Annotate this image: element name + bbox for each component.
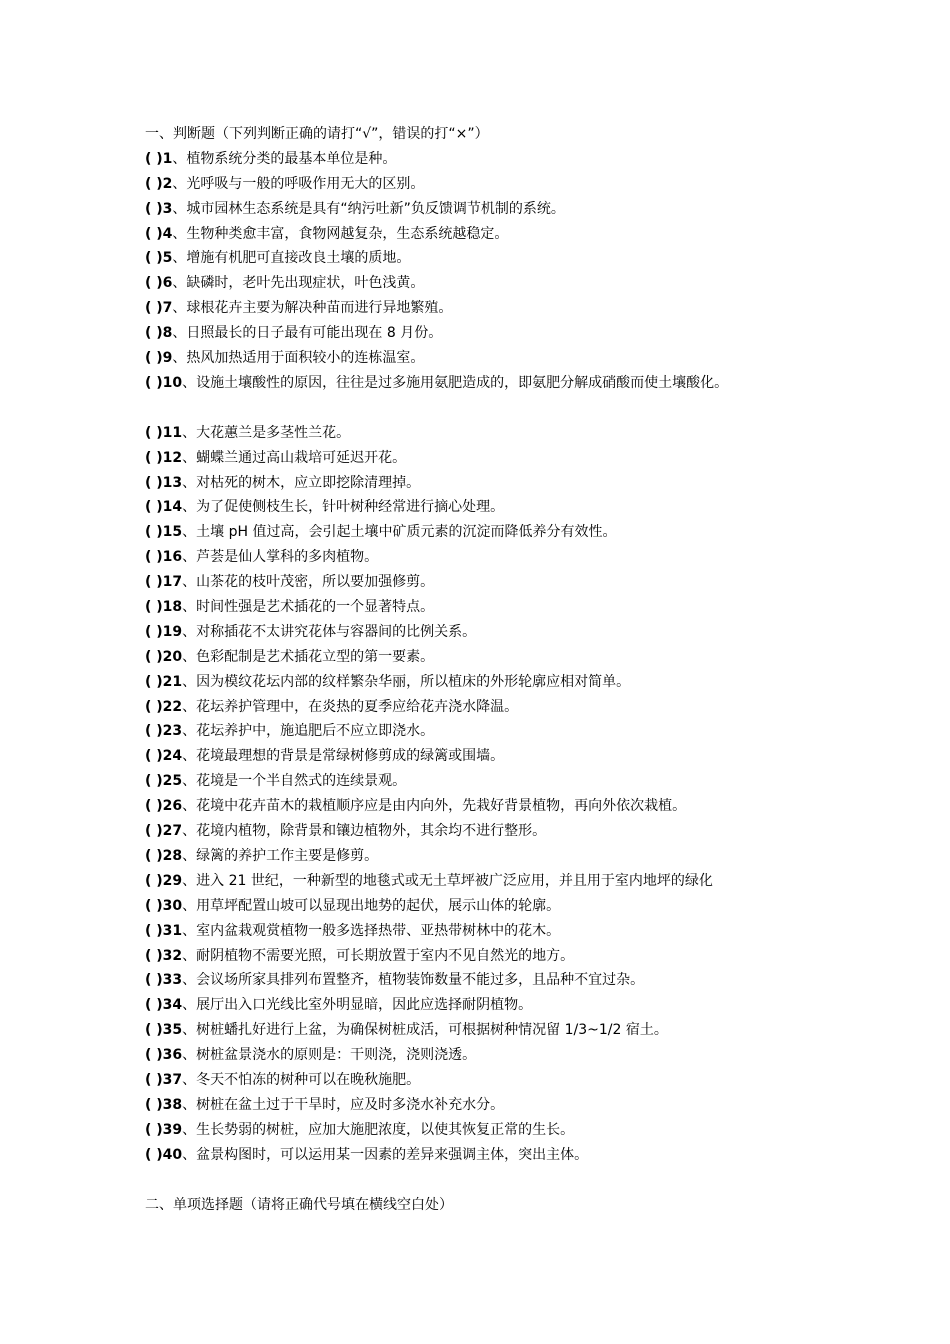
question-item [145,321,925,346]
question-text: 、为了促使侧枝生长，针叶树种经常进行摘心处理。 [182,499,505,516]
question-text: 、土壤 pH 值过高，会引起土壤中矿质元素的沉淀而降低养分有效性。 [182,524,617,541]
question-item [145,844,925,869]
question-number: ( )12 [145,449,183,466]
question-number: ( )11 [145,424,183,441]
question-item [145,869,925,894]
question-item [145,147,925,172]
question-text: 、进入 21 世纪，一种新型的地毯式或无土草坪被广泛应用，并且用于室内地坪的绿化 [182,872,713,889]
question-item [145,1143,925,1168]
question-number: ( )22 [145,698,183,715]
question-text: 、树桩蟠扎好进行上盆，为确保树桩成活，可根据树种情况留 1/3~1/2 宿土。 [182,1022,668,1039]
question-text: 、用草坪配置山坡可以显现出地势的起伏，展示山体的轮廓。 [182,897,561,914]
question-number: ( )29 [145,872,183,889]
question-number: ( )13 [145,474,183,491]
question-text: 、盆景构图时，可以运用某一因素的差异来强调主体，突出主体。 [182,1146,589,1163]
question-item [145,495,925,520]
question-text: 、时间性强是艺术插花的一个显著特点。 [182,599,435,616]
question-number: ( )28 [145,847,183,864]
question-item [145,1068,925,1093]
question-item [145,744,925,769]
document-body [145,122,925,1217]
question-number: ( )5 [145,250,173,267]
question-text: 、设施土壤酸性的原因，往往是过多施用氨肥造成的，即氨肥分解成硝酸而使土壤酸化。 [182,374,729,391]
question-item [145,595,925,620]
question-number: ( )32 [145,947,183,964]
question-text: 、生长势弱的树桩，应加大施肥浓度，以使其恢复正常的生长。 [182,1121,575,1138]
question-item [145,894,925,919]
question-text: 、生物种类愈丰富，食物网越复杂，生态系统越稳定。 [172,225,509,242]
question-item [145,296,925,321]
question-number: ( )27 [145,823,183,840]
question-item [145,968,925,993]
question-number: ( )38 [145,1096,183,1113]
question-item [145,695,925,720]
question-text: 、增施有机肥可直接改良土壤的质地。 [172,250,411,267]
question-number: ( )35 [145,1022,183,1039]
question-text: 、蝴蝶兰通过高山栽培可延迟开花。 [182,449,407,466]
question-item [145,471,925,496]
question-number: ( )23 [145,723,183,740]
question-item [145,421,925,446]
question-number: ( )31 [145,922,183,939]
blank-line [145,396,925,421]
question-number: ( )39 [145,1121,183,1138]
question-text: 、热风加热适用于面积较小的连栋温室。 [172,350,425,367]
question-item [145,446,925,471]
question-text: 、树桩在盆土过于干旱时，应及时多浇水补充水分。 [182,1096,505,1113]
question-text: 、花境中花卉苗木的栽植顺序应是由内向外，先栽好背景植物，再向外依次栽植。 [182,798,687,815]
question-item [145,819,925,844]
question-item [145,520,925,545]
question-number: ( )17 [145,574,183,591]
question-item [145,1093,925,1118]
question-text: 、球根花卉主要为解决种苗而进行异地繁殖。 [172,300,453,317]
question-text: 、色彩配制是艺术插花立型的第一要素。 [182,648,435,665]
question-item [145,371,925,396]
question-text: 、花坛养护管理中，在炎热的夏季应给花卉浇水降温。 [182,698,519,715]
question-list-1-10 [145,147,925,396]
question-number: ( )2 [145,175,173,192]
question-text: 、对称插花不太讲究花体与容器间的比例关系。 [182,623,477,640]
question-text: 、光呼吸与一般的呼吸作用无大的区别。 [172,175,425,192]
question-number: ( )33 [145,972,183,989]
question-item [145,1043,925,1068]
question-text: 、会议场所家具排列布置整齐，植物装饰数量不能过多，且品种不宜过杂。 [182,972,645,989]
question-item [145,719,925,744]
question-text: 、山茶花的枝叶茂密，所以要加强修剪。 [182,574,435,591]
question-item [145,670,925,695]
question-text: 、树桩盆景浇水的原则是：干则浇，浇则浇透。 [182,1047,477,1064]
section-title-single-choice: 二、单项选择题（请将正确代号填在横线空白处） [145,1196,453,1213]
question-item [145,1018,925,1043]
question-item [145,794,925,819]
question-number: ( )1 [145,150,173,167]
question-number: ( )4 [145,225,173,242]
question-item [145,993,925,1018]
question-item [145,197,925,222]
question-number: ( )7 [145,300,173,317]
question-number: ( )34 [145,997,183,1014]
question-item [145,620,925,645]
question-number: ( )30 [145,897,183,914]
question-item [145,246,925,271]
question-text: 、芦荟是仙人掌科的多肉植物。 [182,549,379,566]
question-list-11-40 [145,421,925,1168]
question-item [145,769,925,794]
question-text: 、耐阴植物不需要光照，可长期放置于室内不见自然光的地方。 [182,947,575,964]
question-text: 、花境是一个半自然式的连续景观。 [182,773,407,790]
question-text: 、室内盆栽观赏植物一般多选择热带、亚热带树林中的花木。 [182,922,561,939]
question-text: 、因为模纹花坛内部的纹样繁杂华丽，所以植床的外形轮廓应相对简单。 [182,673,631,690]
question-number: ( )3 [145,200,173,217]
question-text: 、冬天不怕冻的树种可以在晚秋施肥。 [182,1071,421,1088]
question-number: ( )40 [145,1146,183,1163]
question-item [145,172,925,197]
question-text: 、绿篱的养护工作主要是修剪。 [182,847,379,864]
question-item [145,545,925,570]
question-number: ( )10 [145,374,183,391]
question-number: ( )25 [145,773,183,790]
question-number: ( )24 [145,748,183,765]
question-item [145,271,925,296]
question-text: 、植物系统分类的最基本单位是种。 [172,150,397,167]
question-text: 、城市园林生态系统是具有“纳污吐新”负反馈调节机制的系统。 [172,200,565,217]
question-text: 、缺磷时，老叶先出现症状，叶色浅黄。 [172,275,425,292]
question-text: 、花境内植物，除背景和镶边植物外，其余均不进行整形。 [182,823,547,840]
question-number: ( )6 [145,275,173,292]
question-number: ( )19 [145,623,183,640]
question-number: ( )37 [145,1071,183,1088]
question-number: ( )36 [145,1047,183,1064]
question-number: ( )21 [145,673,183,690]
question-text: 、大花蕙兰是多茎性兰花。 [182,424,351,441]
question-item [145,222,925,247]
question-item [145,570,925,595]
question-number: ( )8 [145,325,173,342]
question-number: ( )14 [145,499,183,516]
question-text: 、对枯死的树木，应立即挖除清理掉。 [182,474,421,491]
section-title-judgement: 一、判断题（下列判断正确的请打“√”，错误的打“×”） [145,126,489,142]
question-item [145,1118,925,1143]
question-text: 、花境最理想的背景是常绿树修剪成的绿篱或围墙。 [182,748,505,765]
question-number: ( )15 [145,524,183,541]
question-number: ( )18 [145,599,183,616]
question-item [145,645,925,670]
question-item [145,944,925,969]
question-number: ( )26 [145,798,183,815]
question-text: 、日照最长的日子最有可能出现在 8 月份。 [172,325,443,342]
question-text: 、展厅出入口光线比室外明显暗，因此应选择耐阴植物。 [182,997,533,1014]
question-item [145,919,925,944]
question-text: 、花坛养护中，施追肥后不应立即浇水。 [182,723,435,740]
question-number: ( )16 [145,549,183,566]
question-number: ( )9 [145,350,173,367]
question-number: ( )20 [145,648,183,665]
blank-line [145,1168,925,1193]
question-item [145,346,925,371]
